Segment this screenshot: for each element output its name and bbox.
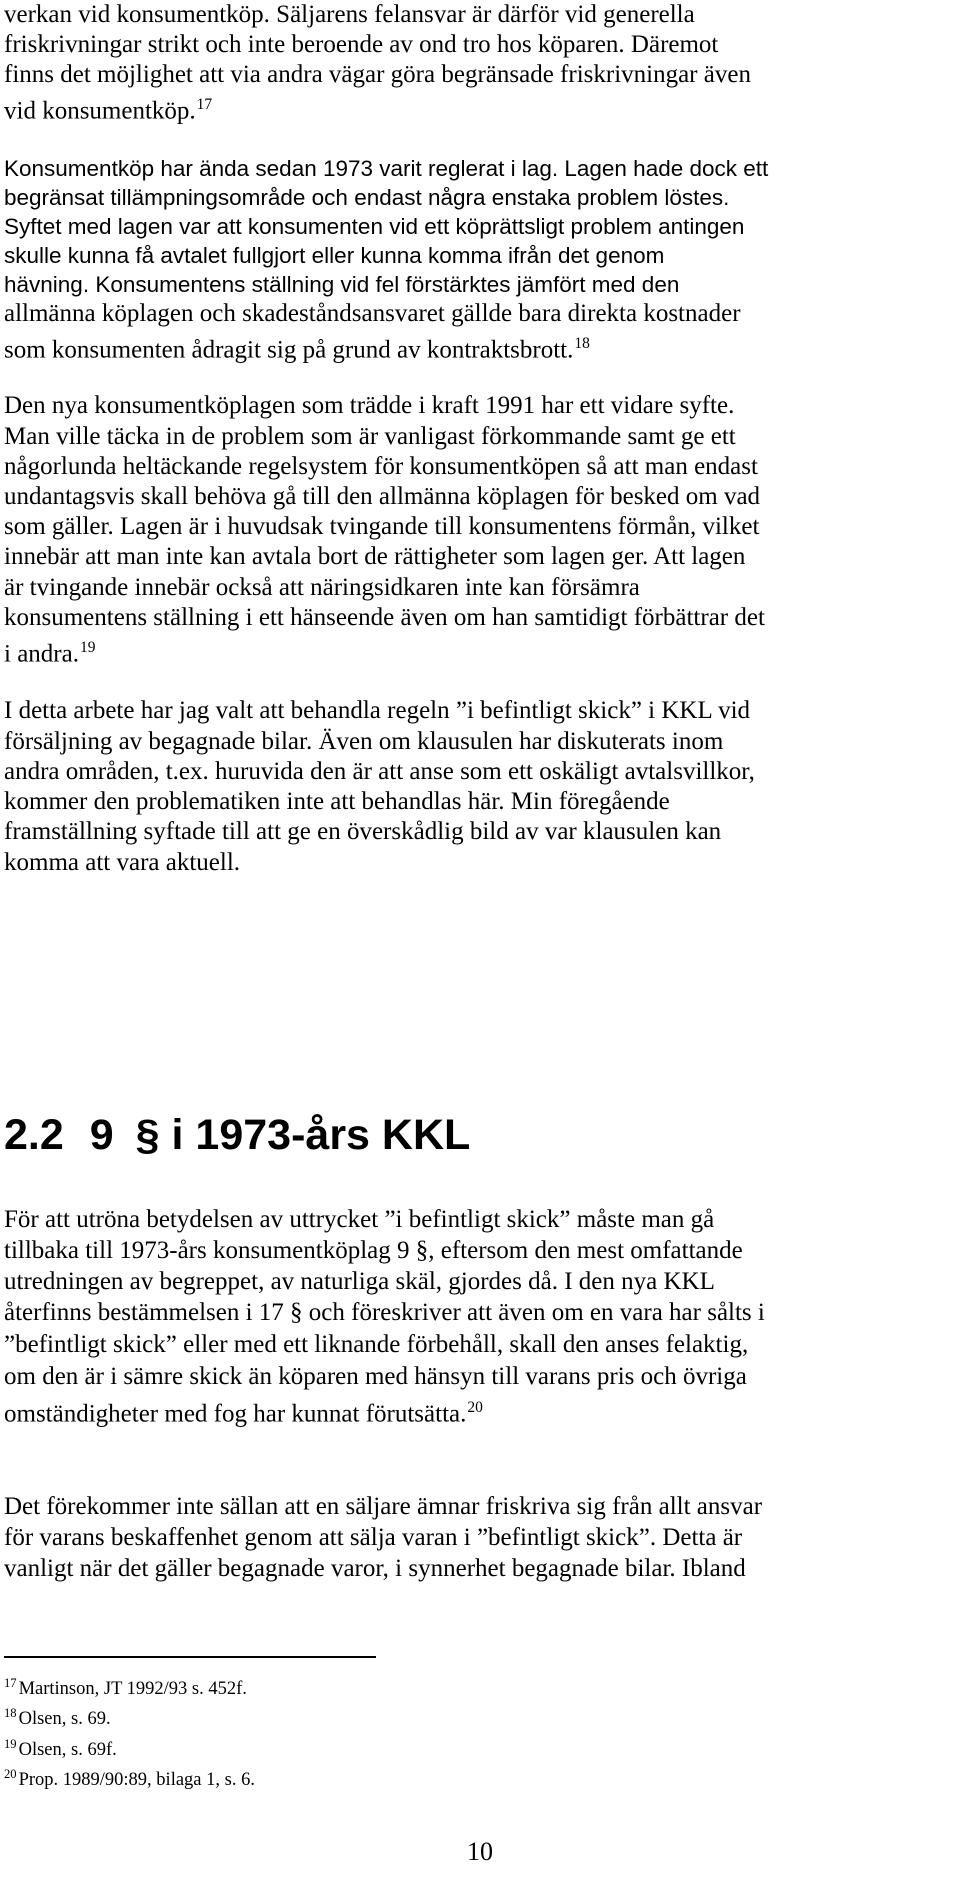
footnote-reference: 20 <box>467 1399 483 1416</box>
section-number: 2.2 <box>4 1111 64 1159</box>
body-line: utredningen av begreppet, av naturliga skäl, gjordes då. I den nya KKL <box>4 1268 715 1295</box>
body-line: I detta arbete har jag valt att behandla regeln ”i befintligt skick” i KKL vid <box>4 697 751 724</box>
body-line: återfinns bestämmelsen i 17 § och föreskriver att även om en vara har sålts i <box>4 1299 765 1326</box>
footnote-mark: 19 <box>4 1737 17 1751</box>
body-line: försäljning av begagnade bilar. Även om klausulen har diskuterats inom <box>4 728 724 755</box>
body-line: om den är i sämre skick än köparen med hänsyn till varans pris och övriga <box>4 1363 747 1390</box>
footnote: $^{19}$ Olsen, s. 69f. <box>4 1737 117 1760</box>
body-line: för varans beskaffenhet genom att sälja varan i ”befintligt skick”. Detta är <box>4 1524 743 1551</box>
footnote-divider <box>4 1656 376 1658</box>
body-line: skulle kunna få avtalet fullgjort eller kunna komma ifrån det genom <box>4 243 665 268</box>
body-line: som gäller. Lagen är i huvudsak tvingande till konsumentens förmån, vilket <box>4 513 760 540</box>
body-line: som konsumenten ådragit sig på grund av kontraktsbrott.$^{18}$ <box>4 335 590 364</box>
body-line: verkan vid konsumentköp. Säljarens felansvar är därför vid generella <box>4 1 695 28</box>
footnote: $^{17}$ Martinson, JT 1992/93 s. 452f. <box>4 1676 247 1699</box>
body-line: konsumentens ställning i ett hänseende även om han samtidigt förbättrar det <box>4 604 765 631</box>
body-line: hävning. Konsumentens ställning vid fel förstärktes jämfört med den <box>4 272 680 297</box>
footnote-reference: 19 <box>79 639 96 656</box>
footnote-mark: 17 <box>4 1676 17 1690</box>
body-line: tillbaka till 1973-års konsumentköplag 9 §, eftersom den mest omfattande <box>4 1237 743 1264</box>
body-line: är tvingande innebär också att näringsidkaren inte kan försämra <box>4 574 640 601</box>
page-number: 10 <box>467 1837 493 1866</box>
body-line: Det förekommer inte sällan att en säljare ämnar friskriva sig från allt ansvar <box>4 1493 763 1520</box>
body-line: Konsumentköp har ända sedan 1973 varit reglerat i lag. Lagen hade dock ett <box>4 156 769 181</box>
paragraph-number: 9 <box>89 1111 114 1159</box>
body-line: friskrivningar strikt och inte beroende av ond tro hos köparen. Däremot <box>4 31 719 58</box>
body-line: framställning syftade till att ge en överskådlig bild av var klausulen kan <box>4 818 722 845</box>
body-line: ”befintligt skick” eller med ett liknande förbehåll, skall den anses felaktig, <box>4 1331 749 1358</box>
body-line: innebär att man inte kan avtala bort de rättigheter som lagen ger. Att lagen <box>4 543 746 570</box>
body-line: komma att vara aktuell. <box>4 849 241 876</box>
body-line: För att utröna betydelsen av uttrycket ”i befintligt skick” måste man gå <box>4 1206 715 1233</box>
body-line: kommer den problematiken inte att behandlas här. Min föregående <box>4 788 670 815</box>
footnote-reference: 18 <box>574 335 590 352</box>
footnote-mark: 20 <box>4 1767 17 1781</box>
body-line: finns det möjlighet att via andra vägar göra begränsade friskrivningar även <box>4 61 751 88</box>
body-line: Syftet med lagen var att konsumenten vid ett köprättsligt problem antingen <box>4 214 745 239</box>
body-line: vid konsumentköp.$^{17}$ <box>4 96 213 125</box>
body-line: Man ville täcka in de problem som är vanligast förkommande samt ge ett <box>4 423 736 450</box>
footnote: $^{18}$ Olsen, s. 69. <box>4 1706 111 1729</box>
body-line: undantagsvis skall behöva gå till den allmänna köplagen för besked om vad <box>4 483 761 510</box>
footnote: $^{20}$ Prop. 1989/90:89, bilaga 1, s. 6. <box>4 1767 255 1790</box>
body-line: omständigheter med fog har kunnat förutsätta.$^{20}$ <box>4 1399 483 1428</box>
body-line: andra områden, t.ex. huruvida den är att anse som ett oskäligt avtalsvillkor, <box>4 758 755 785</box>
body-line: någorlunda heltäckande regelsystem för konsumentköpen så att man endast <box>4 453 758 480</box>
body-line: allmänna köplagen och skadeståndsansvaret gällde bara direkta kostnader <box>4 300 741 327</box>
section-symbol: § <box>135 1111 160 1159</box>
body-line: i andra.$^{19}$ <box>4 639 96 668</box>
body-line: vanligt när det gäller begagnade varor, i synnerhet begagnade bilar. Ibland <box>4 1555 746 1582</box>
section-heading <box>4 1110 470 1160</box>
body-line: Den nya konsumentköplagen som trädde i kraft 1991 har ett vidare syfte. <box>4 392 735 419</box>
section-title: i 1973-års KKL <box>171 1111 471 1159</box>
body-line: begränsat tillämpningsområde och endast några enstaka problem löstes. <box>4 185 730 210</box>
footnote-mark: 18 <box>4 1706 17 1720</box>
footnote-reference: 17 <box>196 96 213 113</box>
